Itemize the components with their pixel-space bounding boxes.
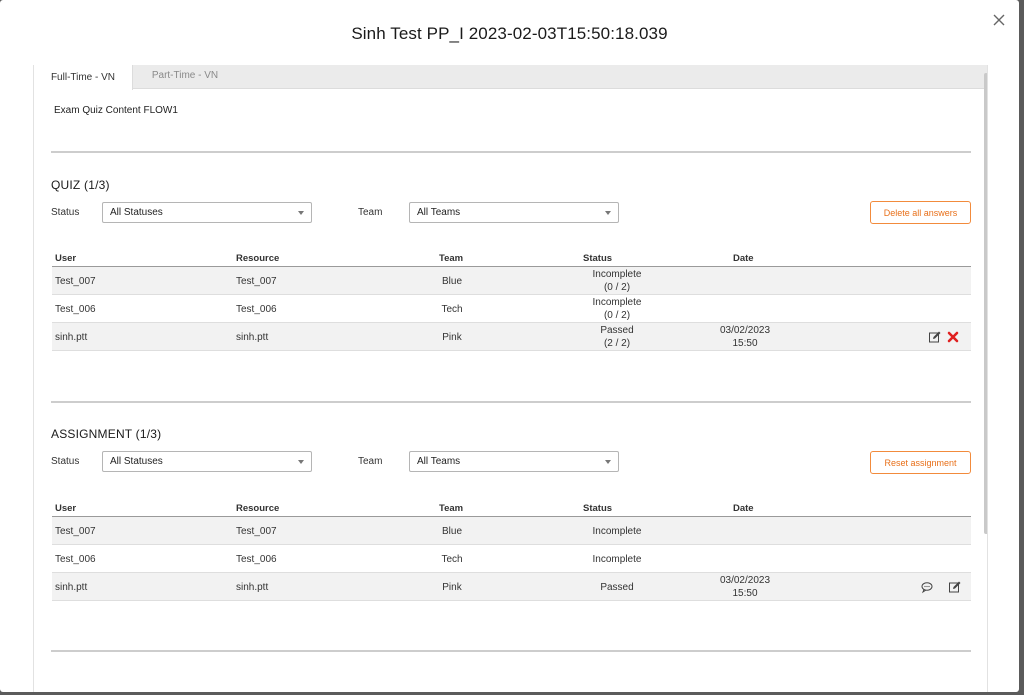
col-user: User [55,253,77,264]
col-resource: Resource [236,503,280,514]
date-time: 15:50 [732,338,758,349]
status-text: Passed [600,325,634,336]
cell-team: Pink [442,581,462,593]
cell-team: Blue [441,525,462,537]
table-row [52,295,971,323]
status-text: Incomplete [592,269,642,280]
cell-resource: Test_007 [236,275,277,287]
table-row [52,545,971,573]
chevron-down-icon [298,460,304,464]
chevron-down-icon [605,211,611,215]
assignment-team-select[interactable] [409,451,619,472]
cell-status: Passed [600,581,634,593]
assignment-status-select-value: All Statuses [110,456,163,467]
cell-team: Blue [441,275,462,287]
col-status: Status [583,503,613,514]
assignment-section-title: ASSIGNMENT (1/3) [51,427,162,441]
col-date: Date [733,253,754,264]
col-team: Team [439,253,464,264]
cell-status: Incomplete [592,553,642,565]
date-time: 15:50 [732,588,758,599]
assignment-status-label: Status [51,456,80,467]
col-user: User [55,503,77,514]
assignment-table [52,500,971,601]
table-row [52,267,971,295]
cell-resource: Test_006 [236,303,277,315]
cell-user: Test_006 [55,553,96,565]
tab-full-time-vn[interactable]: Full-Time - VN [34,65,133,90]
cell-user: Test_007 [55,275,96,287]
close-icon[interactable] [991,12,1007,28]
col-status: Status [583,253,613,264]
chevron-down-icon [605,460,611,464]
status-score: (2 / 2) [603,338,631,349]
cell-user: Test_006 [55,303,96,315]
edit-icon[interactable] [928,330,942,344]
cell-team: Pink [442,331,462,343]
assignment-team-select-value: All Teams [417,456,461,467]
tab-bar [34,65,988,89]
cell-team: Tech [441,553,463,565]
status-text: Incomplete [592,297,642,308]
quiz-team-label: Team [358,207,383,218]
quiz-section-title: QUIZ (1/3) [51,178,110,192]
quiz-status-label: Status [51,207,80,218]
quiz-status-select[interactable] [102,202,312,223]
cell-user: sinh.ptt [55,581,88,593]
cell-team: Tech [441,303,463,315]
chevron-down-icon [298,211,304,215]
table-row [52,517,971,545]
cell-status: Incomplete [592,525,642,537]
reset-assignment-button[interactable]: Reset assignment [870,451,971,474]
status-score: (0 / 2) [603,310,631,321]
cell-status [557,295,677,323]
col-team: Team [439,503,464,514]
table-row [52,323,971,351]
content-panel [33,65,988,692]
cell-resource: sinh.ptt [236,331,269,343]
section-divider [51,401,971,403]
section-divider [51,151,971,153]
cell-date [705,323,785,351]
assignment-table-header [52,500,971,517]
comment-icon[interactable] [920,580,934,594]
assignment-status-select[interactable] [102,451,312,472]
quiz-team-select[interactable] [409,202,619,223]
dialog-title: Sinh Test PP_I 2023-02-03T15:50:18.039 [351,24,668,43]
tab-part-time-vn[interactable]: Part-Time - VN [151,70,219,81]
date-day: 03/02/2023 [719,325,771,336]
quiz-table-header [52,250,971,267]
cell-date [705,573,785,601]
cell-status [557,267,677,295]
edit-icon[interactable] [948,580,962,594]
table-row [52,573,971,601]
content-title: Exam Quiz Content FLOW1 [54,105,178,116]
assignment-team-label: Team [358,456,383,467]
col-date: Date [733,503,754,514]
cell-user: sinh.ptt [55,331,88,343]
delete-all-answers-button[interactable]: Delete all answers [870,201,971,224]
quiz-team-select-value: All Teams [417,207,461,218]
cell-status [557,323,677,351]
cell-resource: Test_007 [236,525,277,537]
col-resource: Resource [236,253,280,264]
quiz-status-select-value: All Statuses [110,207,163,218]
delete-icon[interactable] [946,330,960,344]
date-day: 03/02/2023 [719,575,771,586]
section-divider [51,650,971,652]
cell-user: Test_007 [55,525,96,537]
quiz-table [52,250,971,351]
cell-resource: sinh.ptt [236,581,269,593]
vertical-scrollbar[interactable] [984,73,988,534]
status-score: (0 / 2) [603,282,631,293]
cell-resource: Test_006 [236,553,277,565]
